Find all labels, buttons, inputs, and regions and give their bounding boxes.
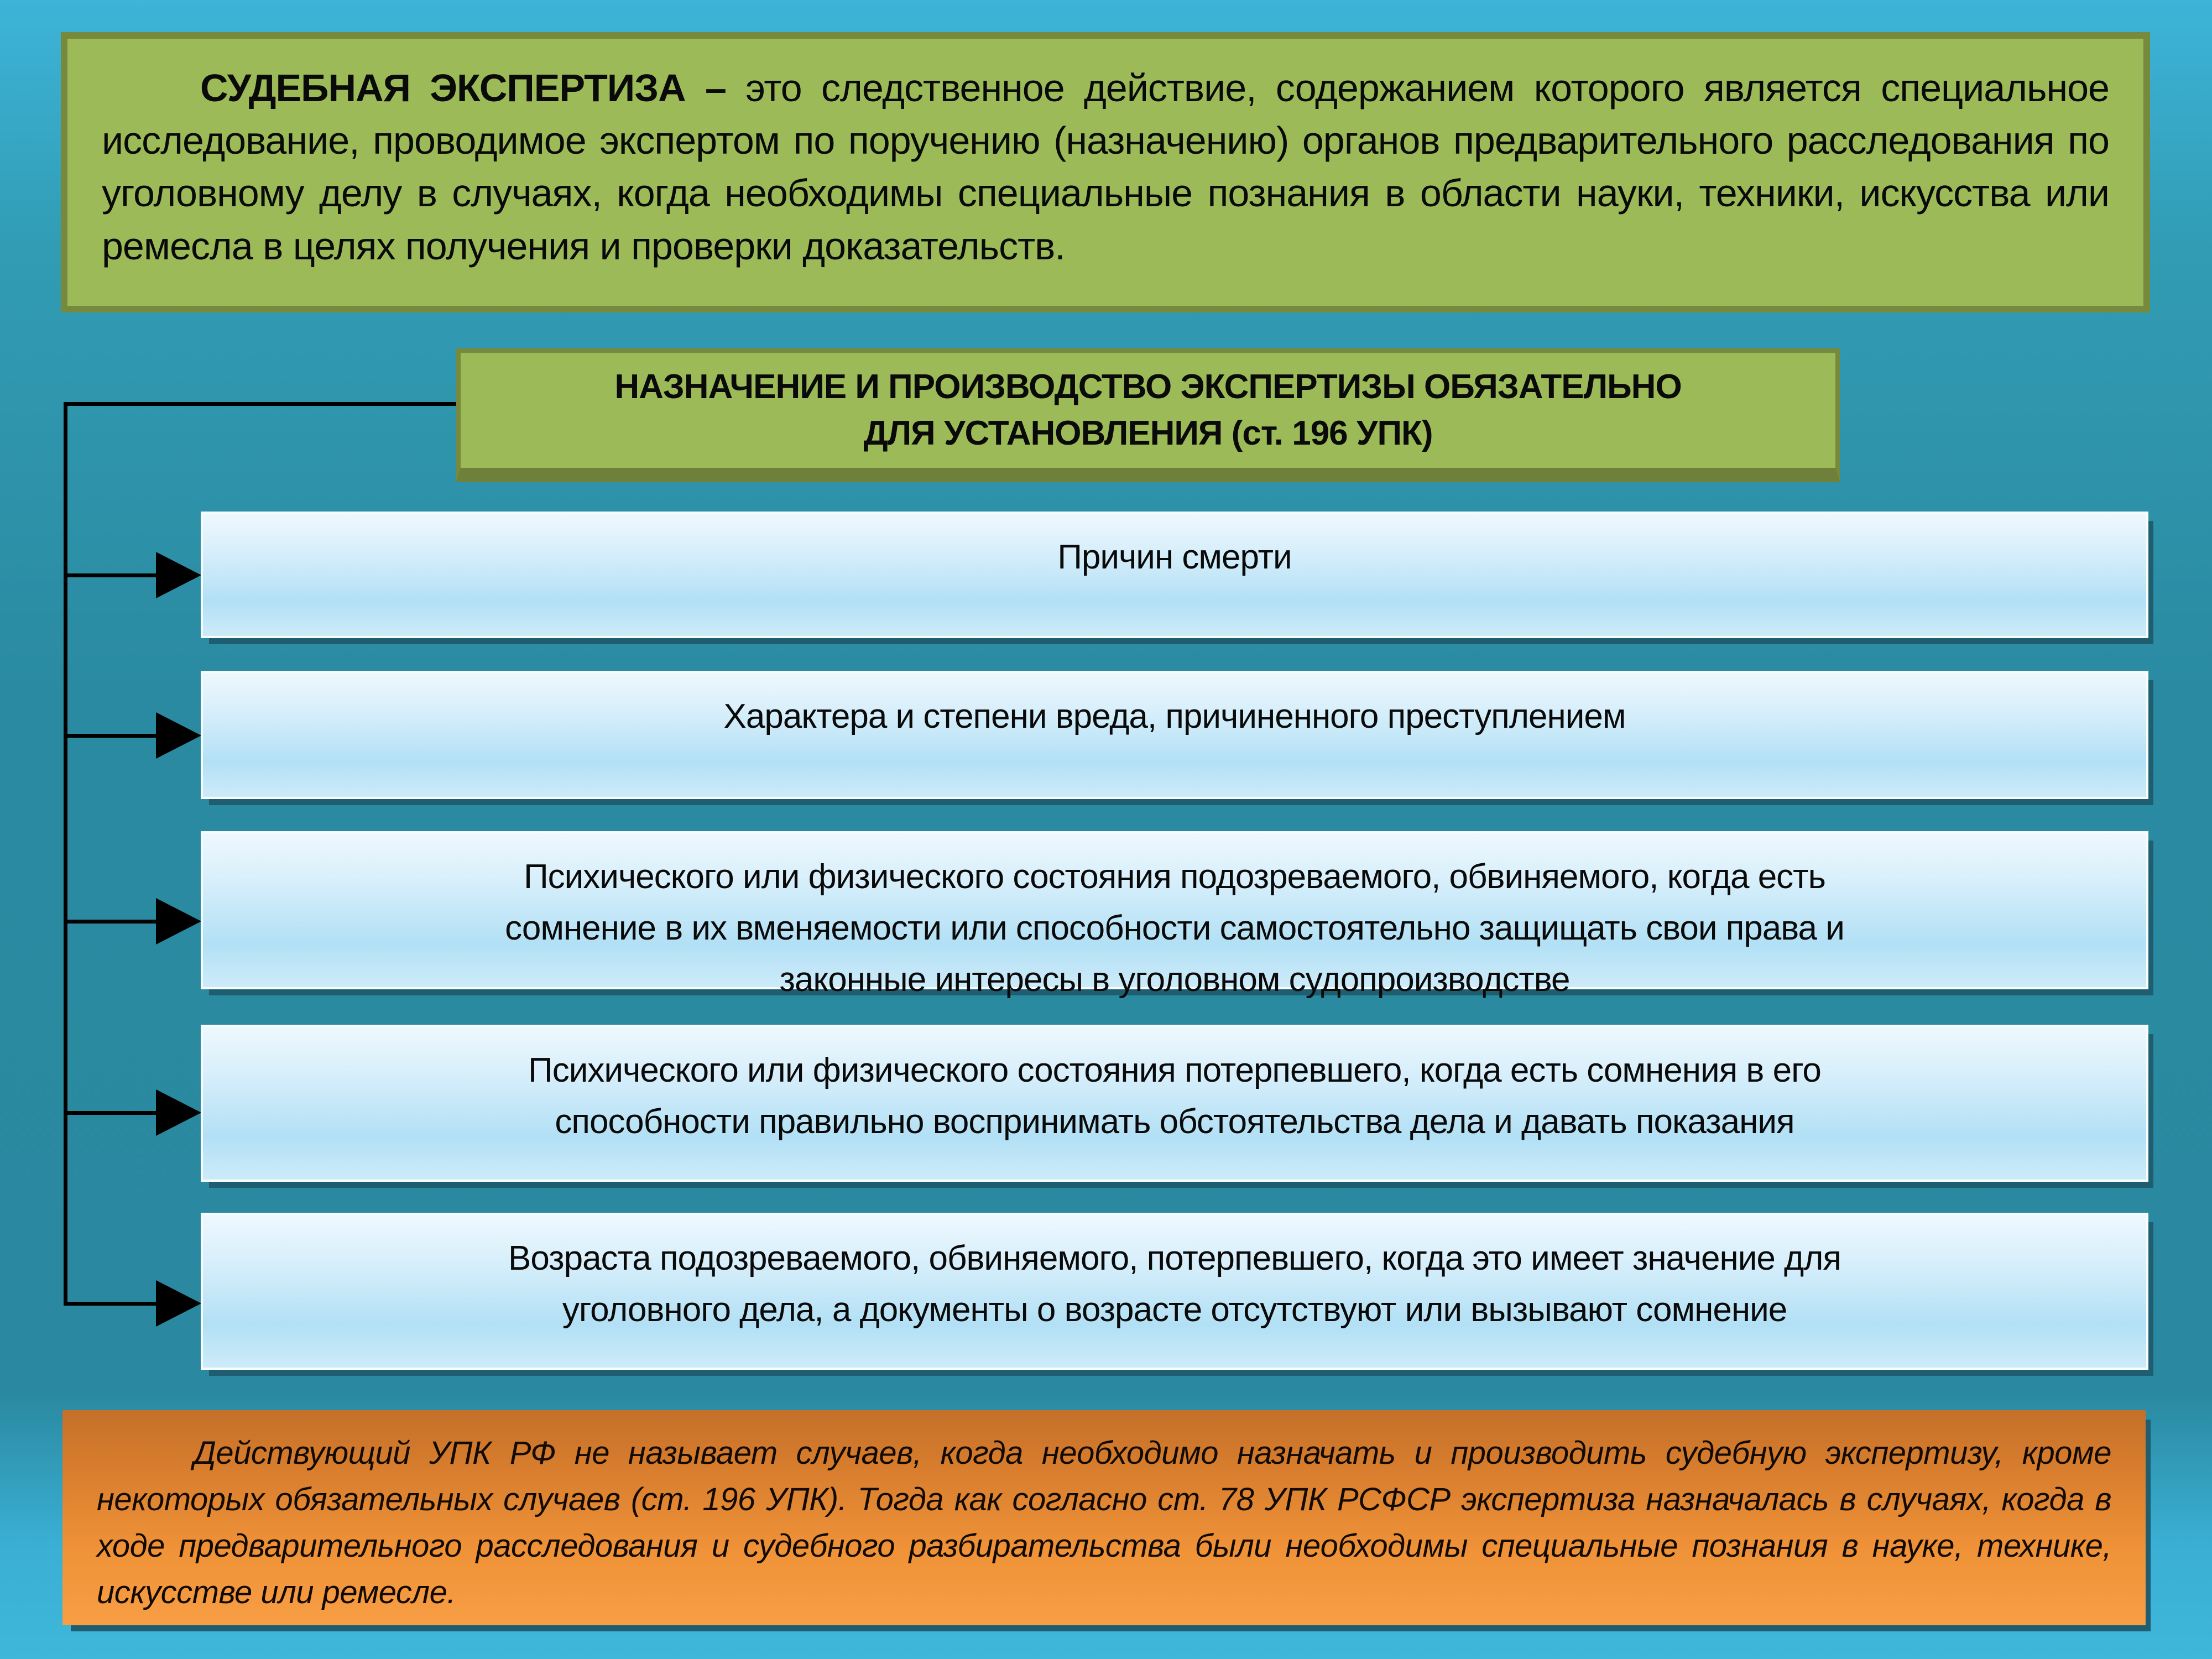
item-text-line: уголовного дела, а документы о возрасте отсутствуют или вызывают сомнение	[562, 1291, 1787, 1329]
definition-term: СУДЕБНАЯ ЭКСПЕРТИЗА –	[200, 66, 746, 109]
connector-branch-line	[65, 734, 159, 738]
item-text-line: законные интересы в уголовном судопроизводстве	[779, 961, 1570, 999]
item-box-cause-of-death	[201, 512, 2148, 638]
header-line: НАЗНАЧЕНИЕ И ПРОИЗВОДСТВО ЭКСПЕРТИЗЫ ОБЯЗАТЕЛЬНО	[614, 368, 1682, 406]
note-box	[62, 1410, 2146, 1625]
arrowhead-icon	[156, 898, 201, 945]
item-text-line: Причин смерти	[1057, 538, 1292, 576]
header-line: ДЛЯ УСТАНОВЛЕНИЯ (ст. 196 УПК)	[863, 414, 1433, 452]
item-text-line: Психического или физического состояния потерпевшего, когда есть сомнения в его	[528, 1051, 1821, 1089]
definition-box	[61, 32, 2150, 312]
connector-trunk-line	[64, 402, 67, 1306]
item-text-line: Психического или физического состояния подозреваемого, обвиняемого, когда есть	[524, 858, 1825, 896]
connector-branch-line	[65, 573, 159, 577]
connector-branch-line	[65, 1302, 159, 1306]
connector-branch-line	[65, 1111, 159, 1115]
item-box-age-determination	[201, 1213, 2148, 1370]
item-box-harm-degree	[201, 671, 2148, 799]
item-text-line: Характера и степени вреда, причиненного преступлением	[723, 697, 1626, 735]
connector-branch-line	[65, 920, 159, 924]
item-box-suspect-mental-state	[201, 831, 2148, 999]
item-text-line: сомнение в их вменяемости или способности самостоятельно защищать свои права и	[505, 909, 1844, 947]
definition-text	[102, 62, 2109, 273]
definition-body: это следственное действие, содержанием которого является специальное исследование, проводимое экспертом по поручению (назначению) органов предварительного расследования по уголовному делу в случаях, когда необходимы специальные познания в области науки, техники, искусства или ремесла в целях получения и проверки доказательств.	[102, 66, 2109, 268]
note-text: Действующий УПК РФ не называет случаев, когда необходимо назначать и производить судебную экспертизу, кроме некоторых обязательных случаев (ст. 196 УПК). Тогда как согласно ст. 78 УПК РСФСР экспертиза назначалась в случаях, когда в ходе предварительного расследования и судебного разбирательства были необходимы специальные познания в науке, технике, искусстве или ремесле.	[97, 1435, 2111, 1611]
item-box-victim-mental-state	[201, 1025, 2148, 1182]
arrowhead-icon	[156, 712, 201, 759]
arrowhead-icon	[156, 1280, 201, 1327]
arrowhead-icon	[156, 552, 201, 598]
item-text-line: способности правильно воспринимать обстоятельства дела и давать показания	[555, 1103, 1794, 1141]
item-text-line: Возраста подозреваемого, обвиняемого, потерпевшего, когда это имеет значение для	[508, 1239, 1841, 1277]
connector-top-line	[64, 402, 457, 406]
header-box	[456, 348, 1840, 482]
arrowhead-icon	[156, 1089, 201, 1136]
